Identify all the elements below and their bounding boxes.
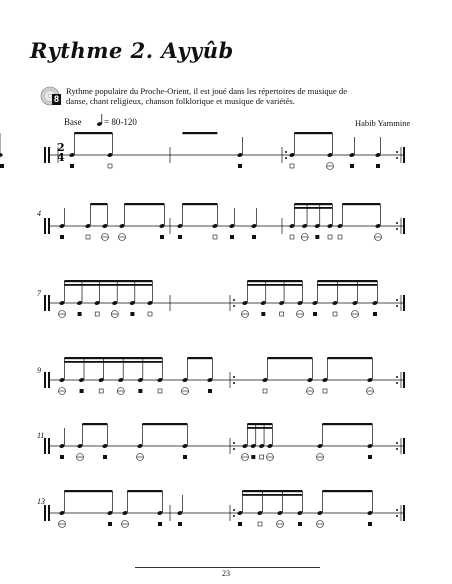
repeat-dot [396,376,398,378]
stroke-mark [160,235,164,239]
stroke-mark [373,312,377,316]
note-beam [182,203,217,205]
note-beam [74,132,112,134]
stroke-mark [78,312,82,316]
system-number: 7 [37,289,41,298]
stroke-mark [103,455,107,459]
repeat-dot [396,222,398,224]
repeat-dot [396,157,398,159]
repeat-dot [396,228,398,230]
clef-bar [44,505,46,521]
stroke-mark [376,164,380,168]
page-number: 23 [222,569,230,578]
stroke-mark [208,389,212,393]
repeat-dot [396,382,398,384]
repeat-dot [285,157,287,159]
notehead [0,153,3,157]
note-beam [64,361,162,363]
note-beam [294,203,332,205]
note-beam [90,203,107,205]
stroke-mark [315,235,319,239]
stroke-mark [178,235,182,239]
clef-bar [48,218,50,234]
repeat-dot [396,299,398,301]
stroke-mark [60,455,64,459]
repeat-dot [233,442,235,444]
page-title: Rythme 2. Ayyûb [30,38,234,63]
note-beam [242,494,302,496]
note-beam [267,357,312,359]
stroke-mark [178,522,182,526]
stroke-mark [148,312,152,316]
clef-bar [44,295,46,311]
note-beam [342,203,380,205]
tempo-value: = 80-120 [104,117,137,127]
note-beam [247,427,272,429]
system-number: 13 [37,497,45,506]
repeat-dot [396,151,398,153]
composer: Habib Yammine [355,118,411,128]
time-signature-top: 2 [57,141,65,154]
stroke-mark [261,312,265,316]
repeat-dot [396,448,398,450]
final-bar [403,295,405,311]
stroke-mark [138,389,142,393]
clef-bar [44,218,46,234]
repeat-dot [396,305,398,307]
final-bar [403,372,405,388]
note-beam [64,357,162,359]
repeat-dot [233,382,235,384]
stroke-mark [238,164,242,168]
clef-bar [48,505,50,521]
repeat-dot [233,299,235,301]
stroke-mark [350,164,354,168]
stroke-mark [333,312,337,316]
note-beam [182,132,217,134]
stroke-mark [263,389,267,393]
stroke-mark [213,235,217,239]
clef-bar [44,372,46,388]
stroke-mark [99,389,103,393]
final-bar [403,218,405,234]
repeat-dot [233,509,235,511]
stroke-mark [313,312,317,316]
final-bar [403,505,405,521]
clef-bar [48,372,50,388]
repeat-dot [233,305,235,307]
stroke-mark [108,522,112,526]
stroke-mark [290,235,294,239]
note-beam [64,284,152,286]
system-number: 9 [37,366,41,375]
stroke-mark [328,235,332,239]
stroke-mark [86,235,90,239]
stroke-mark [80,389,84,393]
repeat-dot [396,509,398,511]
stroke-mark [258,522,262,526]
note-beam [124,203,164,205]
stroke-mark [238,522,242,526]
repeat-dot [396,442,398,444]
note-beam [317,284,377,286]
stroke-mark [252,235,256,239]
note-beam [187,357,212,359]
cd-track-number: 8 [54,94,60,104]
stroke-mark [130,312,134,316]
stroke-mark [183,455,187,459]
tempo-label: Base [64,117,82,127]
stroke-mark [338,235,342,239]
stroke-mark [251,455,255,459]
time-signature-bottom: 4 [57,151,65,164]
note-beam [82,423,107,425]
note-beam [322,423,372,425]
stroke-mark [158,522,162,526]
footer-rule [135,567,320,568]
clef-bar [48,295,50,311]
stroke-mark [298,522,302,526]
note-beam [317,280,377,282]
stroke-mark [280,312,284,316]
stroke-mark [95,312,99,316]
stroke-mark [230,235,234,239]
stroke-mark [323,389,327,393]
stroke-mark [368,455,372,459]
note-beam [322,490,372,492]
stroke-mark [158,389,162,393]
clef-bar [48,147,50,163]
clef-bar [48,438,50,454]
note-beam [294,132,332,134]
stroke-mark [290,164,294,168]
repeat-dot [233,515,235,517]
note-beam [294,207,332,209]
rhythm-description: Rythme populaire du Proche-Orient, il est joué dans les répertoires de musique de danse, chant religieux, chanson folklorique et musique de variétés. [66,86,348,106]
system-number: 11 [37,431,45,440]
note-beam [327,357,372,359]
repeat-dot [233,448,235,450]
note-beam [242,490,302,492]
note-beam [127,490,162,492]
note-beam [64,490,112,492]
note-beam [247,423,272,425]
stroke-mark [60,235,64,239]
note-beam [142,423,187,425]
final-bar [403,147,405,163]
repeat-dot [233,376,235,378]
note-beam [247,284,302,286]
note-beam [64,280,152,282]
stroke-mark [70,164,74,168]
repeat-dot [285,151,287,153]
stroke-mark [260,455,264,459]
stroke-mark [368,522,372,526]
clef-bar [44,438,46,454]
system-number: 4 [37,209,41,218]
repeat-dot [396,515,398,517]
final-bar [403,438,405,454]
clef-bar [44,147,46,163]
note-beam [247,280,302,282]
stroke-mark [0,164,4,168]
stroke-mark [108,164,112,168]
